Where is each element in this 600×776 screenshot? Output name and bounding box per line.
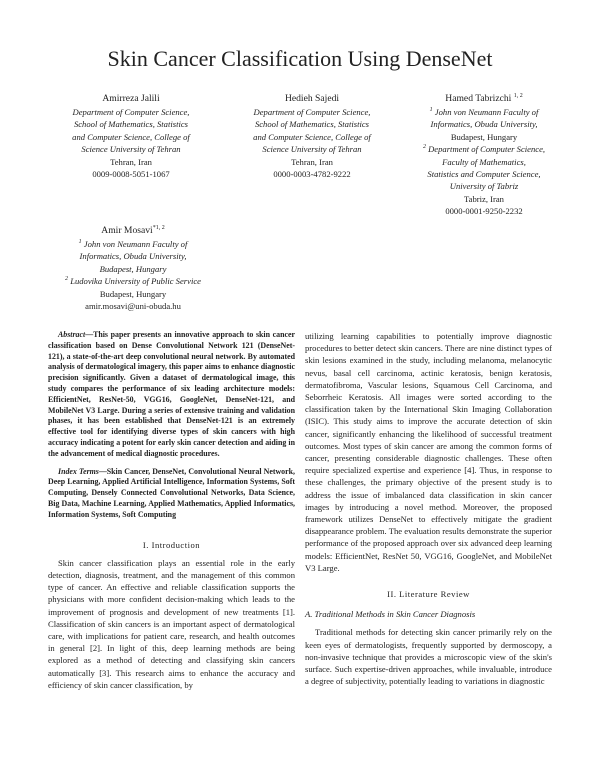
affiliation-line: Department of Computer Science, [72, 107, 190, 117]
body-paragraph: Traditional methods for detecting skin cancer primarily rely on the keen eyes of dermatologists, frequently supported by dermoscopy, a non-invasive technique that provides a microscopic view of the skin's surface. Such expertise-driven approaches, while invaluable, introduce a degree of subjectivity, potentially leading to variations in diagnostic [305, 627, 552, 687]
abstract-label: Abstract [58, 330, 86, 339]
affiliation-line: Budapest, Hungary [99, 288, 167, 299]
abstract-text: —This paper presents an innovative approach to skin cancer classification based on Dense Convolutional Network 121 (DenseNet-121), a state-of-the-art deep convolutional neural network. By automated analysis of dermatological imagery, this paper aims to enhance diagnostic precision significantly. Given a dataset of dermatological image, this study compares the performance of six leading architecture models: EfficientNet, ResNet-50, VGG16, GoogleNet, DenseNet-121, and MobileNet V3 Large. During a series of extensive training and validation phases, it has been established that DenseNet-121 is an extremely effective tool for identifying diverse types of skin cancers with high accuracy indicating a potent for early skin cancer detection and aiding in the advancement of medical diagnostic procedures. [48, 330, 295, 458]
subsection-heading: A. Traditional Methods in Skin Cancer Diagnosis [305, 609, 476, 620]
affiliation-line: Statistics and Computer Science, [427, 169, 541, 180]
paper-title: Skin Cancer Classification Using DenseNet [107, 46, 493, 71]
affiliation-line: John von Neumann Faculty of [83, 239, 188, 249]
affiliation-line: Informatics, Obuda University, [79, 251, 187, 262]
affiliation-line: and Computer Science, College of [253, 131, 371, 142]
affiliation-line: Informatics, Obuda University, [430, 119, 538, 130]
section-heading-introduction: I. Introduction [142, 539, 201, 550]
author-name: Amirreza Jalili [102, 93, 160, 104]
affiliation-line: Science University of Tehran [262, 144, 362, 155]
section-heading-literature-review: II. Literature Review [387, 589, 470, 600]
author-name: Hedieh Sajedi [284, 93, 340, 104]
body-paragraph: utilizing learning capabilities to potentially improve diagnostic procedures to better detect skin cancers. There are nine distinct types of skin lesions examined in the study, including melanoma, melanocytic nevus, basal cell carcinoma, actinic keratosis, benign keratosis, dermatofibroma, Vascular lesions, Squamous Cell Carcinoma, and Seborrheic Keratosis. All images were sorted according to the classification taken by the International Skin Imaging Collaboration (ISIC). This study aims to improve the accurate detection of skin cancer, significantly enhancing the likelihood of successful treatment outcomes. Most types of skin cancer are among the common forms of cancer, presenting considerable diagnostic challenges. These often require specialized expertise and experience [4]. Thus, in response to these challenges, the primary objective of the present study is to address the issue of imbalanced data classification in skin cancer images by introducing a novel method. Moreover, the proposed framework utilizes DenseNet to effectively mitigate the gradient disappearance problem. The evaluation results demonstrate the superior performance of the proposed approach over six advanced deep learning models: EfficientNet, ResNet 50, VGG16, GoogleNet, and MobileNet V3 Large. [305, 331, 552, 573]
index-terms-label: Index Terms [58, 466, 99, 476]
author-id: 0000-0001-9250-2232 [445, 206, 523, 217]
author-block-3: Hamed Tabrizchi $^{1, 2}$ $^1$ John von Neumann Faculty of Informatics, Obuda University, Budapest, Hungary $^2$ Department of Computer Science, Faculty of Mathematics, Statistics and Computer Science, University of Tabriz Tabriz, Iran 0000-0001-9250-2232 [398, 92, 570, 218]
author-city: Tabriz, Iran [464, 193, 504, 204]
affiliation-line: School of Mathematics, Statistics [73, 119, 189, 130]
affiliation-line: Ludovika University of Public Service [70, 276, 201, 287]
affiliation-line: School of Mathematics, Statistics [254, 119, 370, 130]
author-name: Amir Mosavi [101, 225, 153, 236]
introduction-paragraph: Skin cancer classification plays an essential role in the early detection, diagnosis, treatment, and the management of this common type of cancer. An effective and reliable classification supports the physicians with more confident decision-making which leads to the improvement of prognosis and development of new treatments [1]. Classification of skin cancers is an important aspect of dermatological care, with implications for patient care, research, and health outcomes in general [2]. In light of this, deep learning methods are being explored as a method of detecting and classifying skin cancers automatically [3]. This research aims to enhance the accuracy and efficiency of skin cancer classification, by [48, 557, 295, 690]
author-city: Tehran, Iran [291, 156, 333, 167]
author-block-4: Amir Mosavi$^{*1, 2}$ $^1$ John von Neumann Faculty of Informatics, Obuda University, Budapest, Hungary $^2$ Ludovika University of Public Service Budapest, Hungary amir.mosavi@uni-obuda.hu [44, 224, 222, 312]
author-superscript: 1, 2 [513, 92, 523, 99]
author-id: 0000-0003-4782-9222 [273, 169, 351, 180]
affiliation-line: University of Tabriz [449, 181, 519, 192]
author-name: Hamed Tabrizchi [445, 93, 512, 104]
author-id: 0009-0008-5051-1067 [92, 169, 170, 180]
author-superscript: *1, 2 [152, 224, 165, 231]
affiliation-line: John von Neumann Faculty of [434, 107, 539, 117]
affiliation-line: Department of Computer Science, [428, 144, 546, 155]
affiliation-line: Budapest, Hungary [99, 263, 167, 274]
author-block-1 [48, 92, 214, 180]
affiliation-line: Science University of Tehran [81, 144, 181, 155]
affiliation-line: and Computer Science, College of [72, 131, 190, 142]
index-terms-text: —Skin Cancer, DenseNet, Convolutional Neural Network, Deep Learning, Applied Artificial Intelligence, Information Systems, Soft Computing, Densely Connected Convolutional Networks, Data Science, Big Data, Machine Learning, Applied Mathematics, Applied Informatics, Information Systems, Soft Computing [48, 466, 295, 519]
affiliation-line: Budapest, Hungary [450, 131, 518, 142]
author-email[interactable]: amir.mosavi@uni-obuda.hu [85, 301, 181, 312]
index-terms [48, 467, 295, 521]
abstract [48, 330, 295, 460]
affiliation-line: Faculty of Mathematics, [442, 156, 526, 167]
affiliation-line: Department of Computer Science, [253, 107, 371, 117]
left-column [48, 330, 295, 691]
author-city: Tehran, Iran [110, 156, 152, 167]
right-column [305, 330, 552, 687]
author-block-2 [229, 92, 395, 180]
